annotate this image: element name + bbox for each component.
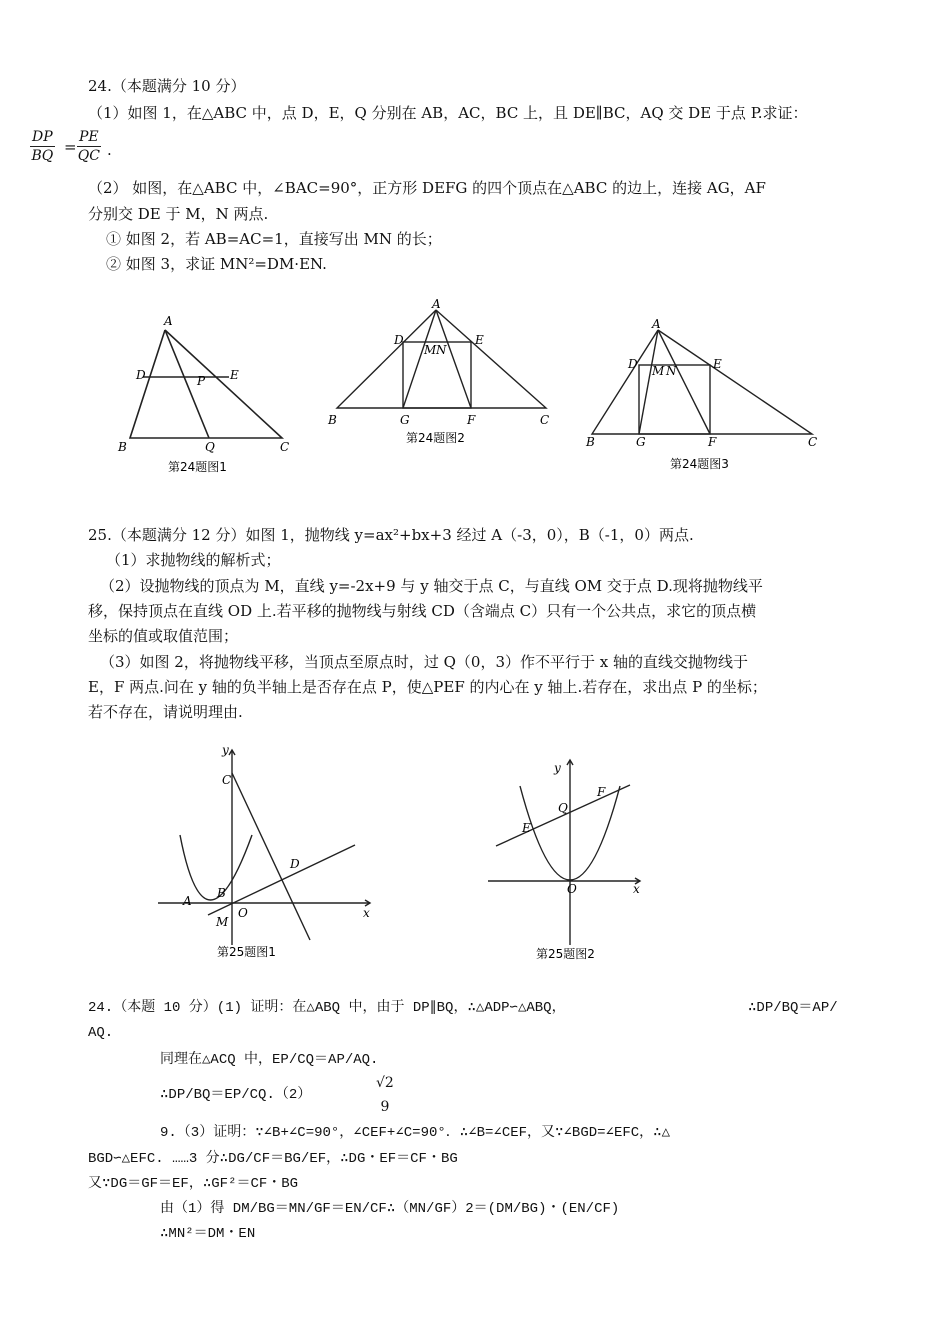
- answer-line1-right: ∴DP/BQ＝AP/: [748, 1000, 838, 1016]
- label-G: G: [636, 435, 646, 449]
- label-M: M: [216, 915, 229, 929]
- figure-25-1: [150, 740, 390, 965]
- q25-line6: （3）如图 2，将抛物线平移，当顶点至原点时，过 Q（0，3）作不平行于 x 轴的直线交抛物线于: [100, 653, 749, 671]
- label-y: y: [222, 743, 229, 757]
- q25-line5: 坐标的值或取值范围；: [88, 627, 239, 645]
- label-y: y: [554, 761, 561, 775]
- label-B: B: [217, 886, 226, 900]
- label-Q: Q: [205, 440, 215, 454]
- figure-caption: 第24题图3: [670, 457, 729, 471]
- label-D: D: [628, 357, 638, 371]
- q24-sub1: ① 如图 2，若 AB=AC=1，直接写出 MN 的长；: [106, 230, 442, 248]
- label-x: x: [633, 882, 640, 896]
- answer-line8: 由（1）得 DM/BG＝MN/GF＝EN/CF∴（MN/GF）2＝(DM/BG)・(EN/CF): [160, 1201, 620, 1217]
- label-N: N: [436, 343, 447, 357]
- label-C: C: [540, 413, 550, 427]
- answer-sqrt-fraction: √2 9: [376, 1075, 394, 1115]
- label-M: M: [424, 343, 437, 357]
- answer-line1: 24.（本题 10 分）(1) 证明：在△ABQ 中，由于 DP∥BQ，∴△ADP∽△ABQ，: [88, 1000, 566, 1016]
- label-B: B: [586, 435, 595, 449]
- figure-24-2: [320, 297, 560, 450]
- figure-25-2: [480, 750, 680, 970]
- label-A: A: [164, 314, 173, 328]
- label-D: D: [394, 333, 404, 347]
- figure-caption: 第25题图1: [217, 945, 276, 959]
- label-B: B: [118, 440, 127, 454]
- label-E: E: [230, 368, 239, 382]
- label-E: E: [713, 357, 722, 371]
- q25-line3: （2）设抛物线的顶点为 M，直线 y=-2x+9 与 y 轴交于点 C，与直线 OM 交于点 D.现将抛物线平: [100, 577, 763, 595]
- label-E: E: [475, 333, 484, 347]
- equals-sign: =: [64, 138, 77, 156]
- q24-part2-line1: （2） 如图，在△ABC 中，∠BAC=90°，正方形 DEFG 的四个顶点在△ABC 的边上，连接 AG，AF: [88, 179, 766, 197]
- q25-line1: 25.（本题满分 12 分）如图 1，抛物线 y=ax²+bx+3 经过 A（-3，0），B（-1，0）两点.: [88, 526, 694, 544]
- label-A: A: [652, 317, 661, 331]
- figure-caption: 第24题图2: [406, 431, 465, 445]
- label-M: M: [652, 364, 665, 378]
- answer-line4: ∴DP/BQ＝EP/CQ.（2）: [160, 1087, 312, 1103]
- label-A: A: [183, 894, 192, 908]
- q24-part1: （1）如图 1，在△ABC 中，点 D，E，Q 分别在 AB，AC，BC 上，且 DE∥BC，AQ 交 DE 于点 P.求证：: [88, 104, 808, 122]
- label-x: x: [363, 906, 370, 920]
- label-Q: Q: [558, 801, 568, 815]
- q25-line4: 移，保持顶点在直线 OD 上.若平移的抛物线与射线 CD（含端点 C）只有一个公共点，求它的顶点横: [88, 602, 757, 620]
- answer-line6: BGD∽△EFC. ……3 分∴DG/CF＝BG/EF，∴DG・EF＝CF・BG: [88, 1151, 458, 1167]
- label-A: A: [432, 297, 441, 311]
- figure-caption: 第24题图1: [168, 460, 227, 474]
- fraction-dp-bq: $\frac{DP}{BQ}$: [31, 129, 54, 164]
- label-E: E: [522, 821, 531, 835]
- label-O: O: [238, 906, 248, 920]
- label-P: P: [197, 374, 206, 388]
- q25-line2: （1）求抛物线的解析式；: [106, 551, 281, 569]
- label-C: C: [222, 773, 232, 787]
- label-F: F: [708, 435, 717, 449]
- figure-24-1: [110, 305, 310, 485]
- answer-line3: 同理在△ACQ 中，EP/CQ＝AP/AQ.: [160, 1052, 379, 1068]
- label-C: C: [280, 440, 290, 454]
- answer-line2: AQ.: [88, 1025, 114, 1041]
- label-N: N: [666, 364, 677, 378]
- q24-part2-line2: 分别交 DE 于 M，N 两点.: [88, 205, 269, 223]
- label-O: O: [567, 882, 577, 896]
- label-D: D: [136, 368, 146, 382]
- answer-line7: 又∵DG＝GF＝EF，∴GF²＝CF・BG: [88, 1176, 299, 1192]
- q25-line8: 若不存在，请说明理由.: [88, 703, 243, 721]
- label-F: F: [467, 413, 476, 427]
- figure-caption: 第25题图2: [536, 947, 595, 961]
- fraction-pe-qc: $\frac{PE}{QC}$: [77, 129, 100, 164]
- label-F: F: [597, 785, 606, 799]
- q24-title: 24.（本题满分 10 分）: [88, 77, 246, 95]
- label-B: B: [328, 413, 337, 427]
- label-D: D: [290, 857, 300, 871]
- answer-line9: ∴MN²＝DM・EN: [160, 1226, 256, 1242]
- label-G: G: [400, 413, 410, 427]
- answer-line5: 9.（3）证明：∵∠B+∠C=90°，∠CEF+∠C=90°．∴∠B=∠CEF，又∵∠BGD=∠EFC，∴△: [160, 1125, 671, 1141]
- period: .: [107, 141, 112, 159]
- figure-24-3: [580, 318, 830, 478]
- q25-line7: E，F 两点.问在 y 轴的负半轴上是否存在点 P，使△PEF 的内心在 y 轴上.若存在，求出点 P 的坐标；: [88, 678, 767, 696]
- label-C: C: [808, 435, 818, 449]
- q24-sub2: ② 如图 3，求证 MN²=DM·EN.: [106, 255, 327, 273]
